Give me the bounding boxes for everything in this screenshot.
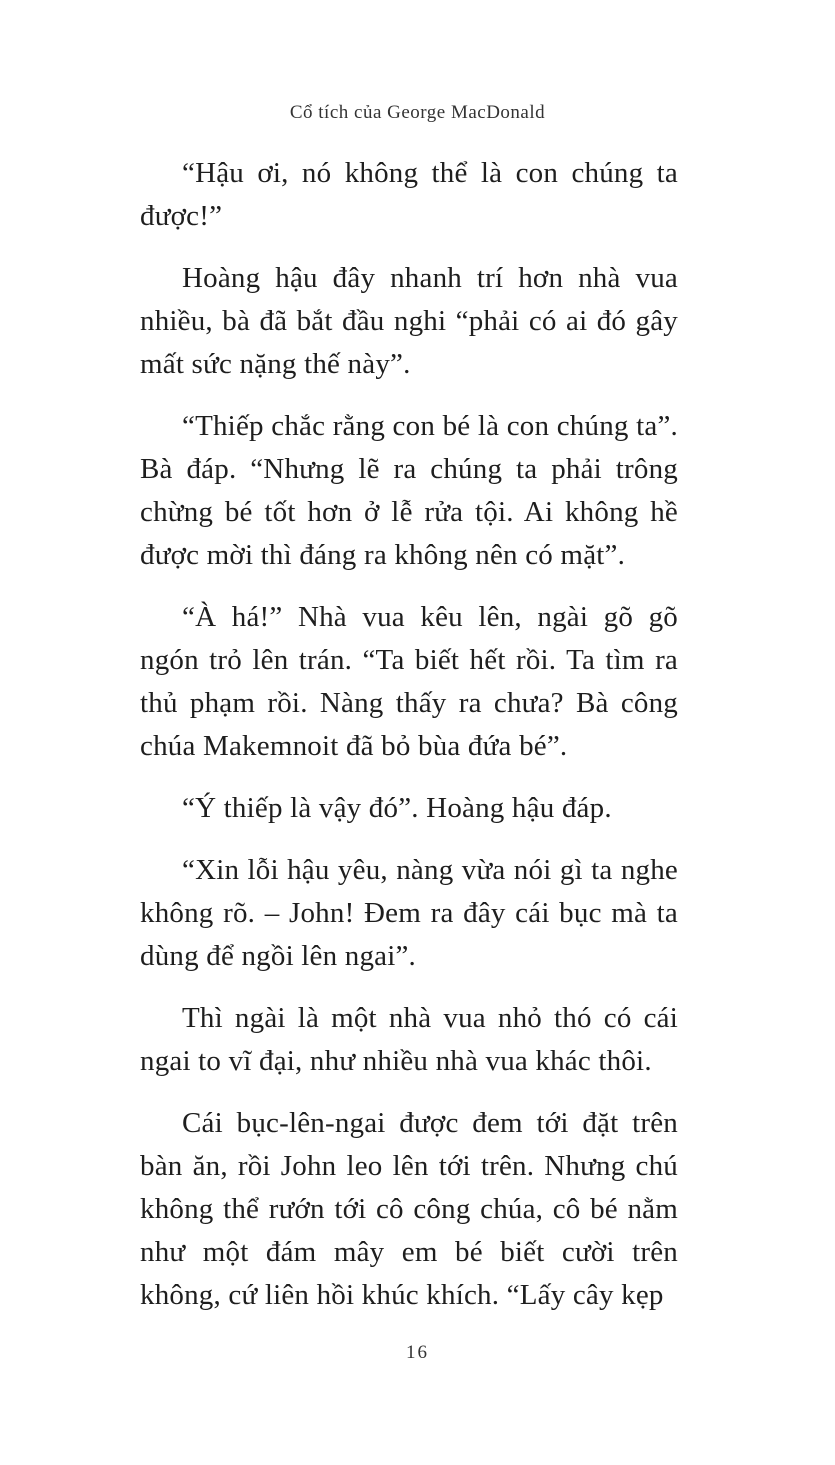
- paragraph: “Xin lỗi hậu yêu, nàng vừa nói gì ta nghe không rõ. – John! Đem ra đây cái bục mà ta dùng để ngồi lên ngai”.: [140, 854, 678, 972]
- paragraph: Hoàng hậu đây nhanh trí hơn nhà vua nhiều, bà đã bắt đầu nghi “phải có ai đó gây mất sức nặng thế này”.: [140, 262, 678, 380]
- paragraph: “À há!” Nhà vua kêu lên, ngài gõ gõ ngón trỏ lên trán. “Ta biết hết rồi. Ta tìm ra thủ phạm rồi. Nàng thấy ra chưa? Bà công chúa Makemnoit đã bỏ bùa đứa bé”.: [140, 601, 678, 762]
- paragraph: Cái bục-lên-ngai được đem tới đặt trên bàn ăn, rồi John leo lên tới trên. Nhưng chú không thể rướn tới cô công chúa, cô bé nằm như một đám mây em bé biết cười trên không, cứ liên hồi khúc khích. “Lấy cây kẹp: [140, 1107, 678, 1311]
- running-header: Cổ tích của George MacDonald: [289, 102, 546, 123]
- paragraph: Thì ngài là một nhà vua nhỏ thó có cái ngai to vĩ đại, như nhiều nhà vua khác thôi.: [140, 1002, 678, 1077]
- page-body: [140, 152, 678, 1336]
- paragraph: “Hậu ơi, nó không thể là con chúng ta được!”: [140, 157, 678, 232]
- paragraph: “Thiếp chắc rằng con bé là con chúng ta”. Bà đáp. “Nhưng lẽ ra chúng ta phải trông chừng bé tốt hơn ở lễ rửa tội. Ai không hề được mời thì đáng ra không nên có mặt”.: [140, 410, 678, 571]
- paragraph: “Ý thiếp là vậy đó”. Hoàng hậu đáp.: [182, 792, 612, 824]
- page-number: 16: [406, 1342, 429, 1363]
